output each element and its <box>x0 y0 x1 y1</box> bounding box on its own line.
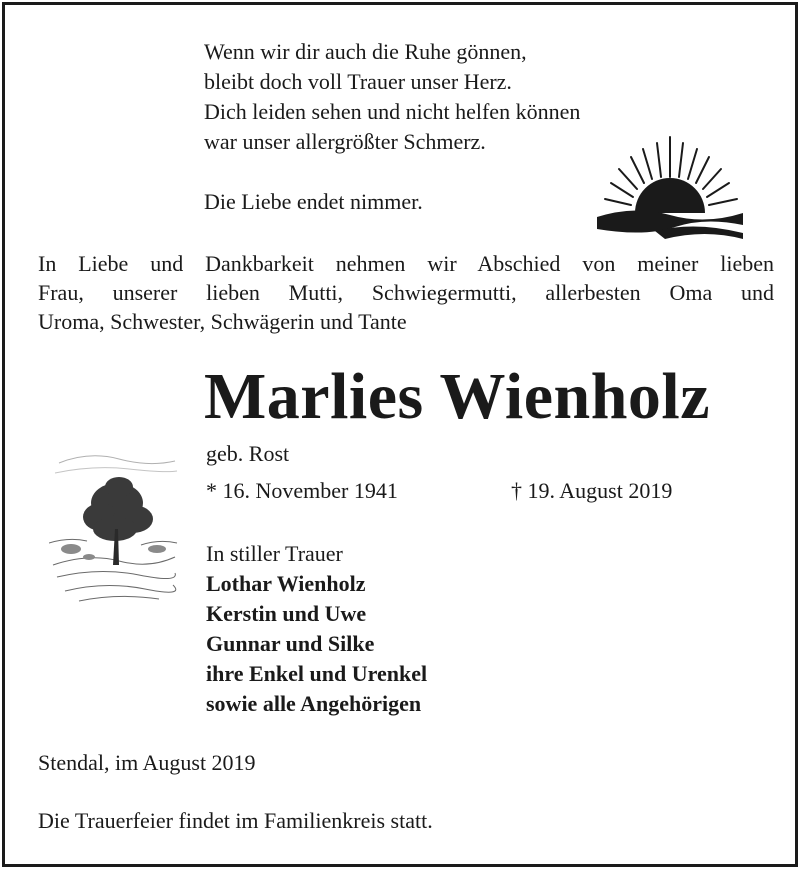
mourner-name: ihre Enkel und Urenkel <box>206 661 428 686</box>
birth-date: * 16. November 1941 <box>206 478 398 503</box>
obituary-notice <box>2 2 798 867</box>
mourner-name: Lothar Wienholz <box>206 571 366 596</box>
tree-landscape-icon <box>49 445 179 607</box>
mourners <box>206 539 427 719</box>
deceased-name: Marlies Wienholz <box>204 360 711 433</box>
mourners-heading: In stiller Trauer <box>206 541 343 566</box>
mourner-name: Gunnar und Silke <box>206 631 375 656</box>
place-date: Stendal, im August 2019 <box>38 750 256 775</box>
farewell-line: In Liebe und Dankbarkeit nehmen wir Abschied von meiner lieben <box>38 251 774 276</box>
poem-line: Dich leiden sehen und nicht helfen können <box>204 99 581 124</box>
farewell-line: Frau, unserer lieben Mutti, Schwiegermutti, allerbesten Oma und <box>38 280 774 305</box>
poem <box>204 37 580 217</box>
sunrise-icon <box>595 133 745 245</box>
poem-line: Wenn wir dir auch die Ruhe gönnen, <box>204 39 527 64</box>
death-date: † 19. August 2019 <box>511 478 673 503</box>
birth-name: geb. Rost <box>206 441 290 466</box>
farewell-line: Uroma, Schwester, Schwägerin und Tante <box>38 309 407 334</box>
mourner-name: Kerstin und Uwe <box>206 601 367 626</box>
funeral-note: Die Trauerfeier findet im Familienkreis statt. <box>38 808 433 833</box>
poem-gap <box>204 157 580 187</box>
poem-line: bleibt doch voll Trauer unser Herz. <box>204 69 512 94</box>
poem-line: war unser allergrößter Schmerz. <box>204 129 486 154</box>
poem-closing: Die Liebe endet nimmer. <box>204 189 423 214</box>
mourner-name: sowie alle Angehörigen <box>206 691 422 716</box>
farewell-text <box>38 249 774 336</box>
